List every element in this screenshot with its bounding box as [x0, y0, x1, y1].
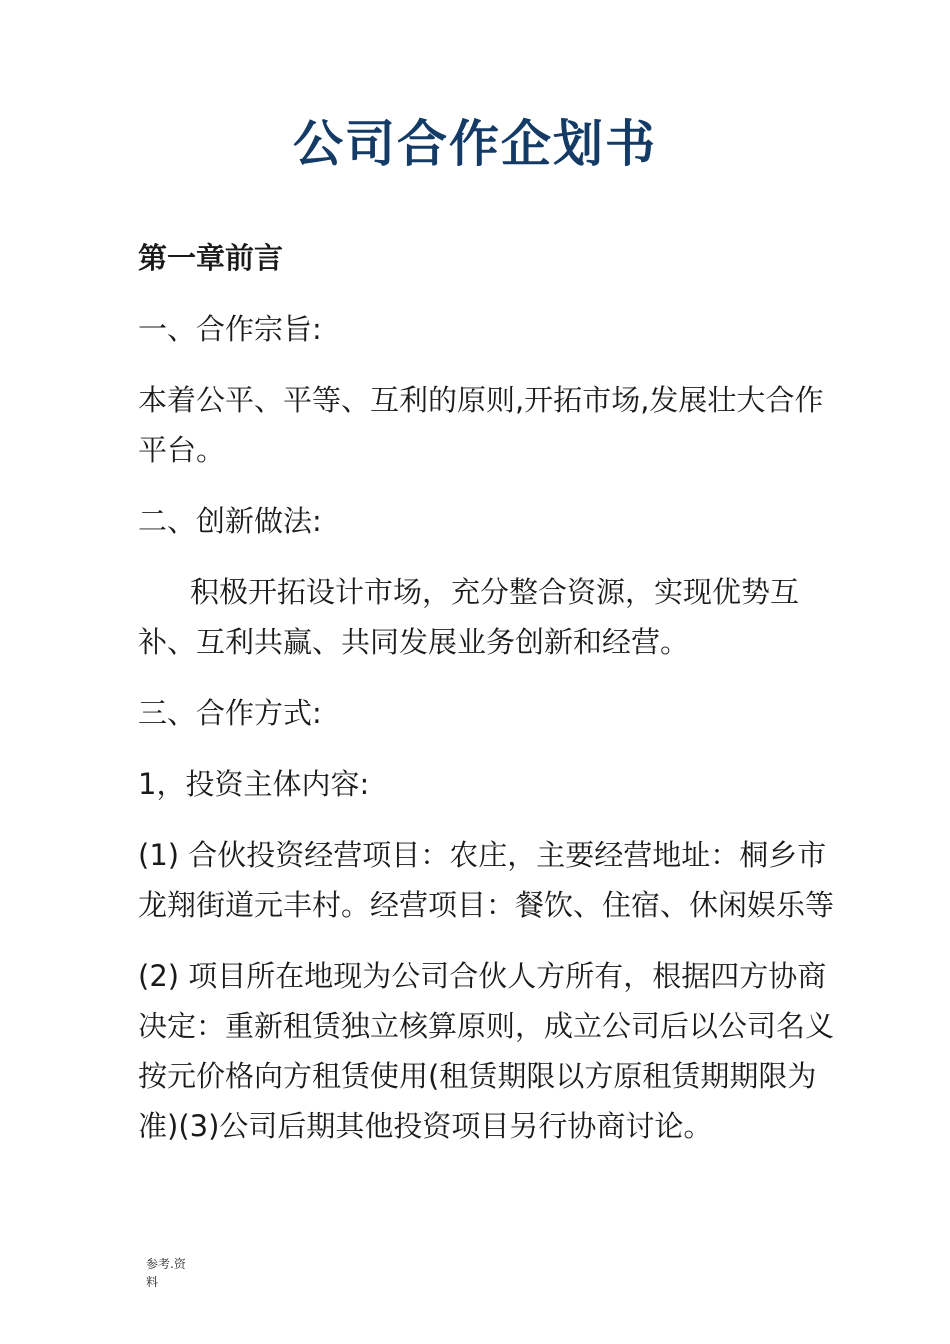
- footer-line: 料: [146, 1275, 159, 1289]
- list-item: (2) 项目所在地现为公司合伙人方所有，根据四方协商决定：重新租赁独立核算原则，成立公司后以公司名义按元价格向方租赁使用(租赁期限以方原租赁期期限为准)(3)公司后期其他投资项目另行协商讨论。: [138, 959, 835, 1143]
- document-body: [138, 233, 838, 1172]
- section-heading-purpose: 一、合作宗旨:: [138, 312, 322, 346]
- list-item: (1) 合伙投资经营项目：农庄，主要经营地址：桐乡市龙翔街道元丰村。经营项目：餐饮、住宿、休闲娱乐等: [138, 838, 835, 922]
- section-body-innovation: 积极开拓设计市场，充分整合资源，实现优势互补、互利共赢、共同发展业务创新和经营。: [138, 575, 800, 659]
- footer-line: 参考.资: [146, 1257, 186, 1271]
- sub-heading-investment: 1，投资主体内容:: [138, 767, 370, 801]
- section-heading-cooperation: 三、合作方式:: [138, 696, 322, 730]
- footer-note: [146, 1255, 206, 1291]
- chapter-heading: 第一章前言: [138, 241, 284, 275]
- section-body-purpose: 本着公平、平等、互利的原则,开拓市场,发展壮大合作平台。: [138, 383, 824, 467]
- section-heading-innovation: 二、创新做法:: [138, 504, 322, 538]
- document-title: 公司合作企划书: [293, 115, 657, 173]
